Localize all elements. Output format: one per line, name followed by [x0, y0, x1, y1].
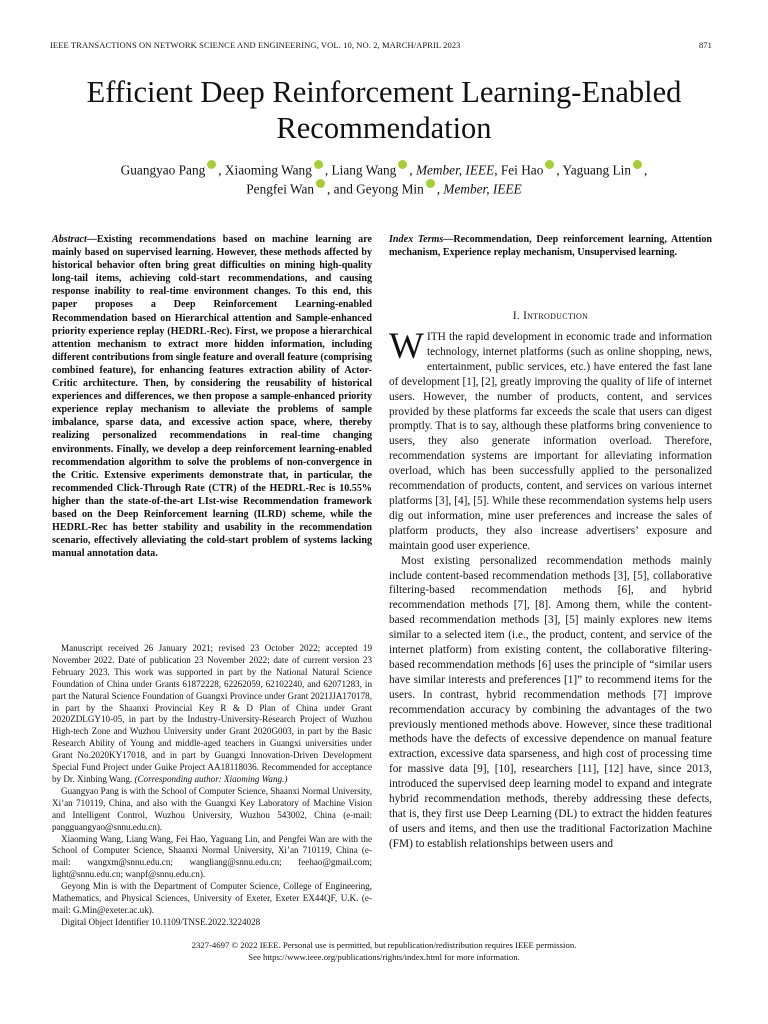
funding-text: Manuscript received 26 January 2021; revised 23 October 2022; accepted 19 November 2022. Date of publication 23 November 2022; date of current version 23 February 2023. This work was supported in part by the National Natural Science Foundation of China under Grants 61872228, 62262059, 62102240, and 62071283, in part the Natural Science Foundation of Guangxi Province under Grant 2021JJA170178, in part by the Shaanxi Provincial Key R & D Plan of China under Grant 2020ZDLGY10-05, in part by the Industry-University-Research Project of Wuzhou High-tech Zone and Wuzhou University under Grant 2020G003, in part by the Basic Research Ability of Young and middle-aged teachers in Guangxi universities under Grant No.2020KY17018, and in part by Guangxi Innovation-Driven Development Special Fund Project under Guike Project AA18118036. Recommended for acceptance by Dr. Xinbing Wang. — [52, 643, 372, 784]
orcid-icon[interactable] — [207, 160, 216, 169]
doi-note: Digital Object Identifier 10.1109/TNSE.2022.3224028 — [61, 916, 261, 927]
permissions-line: See https://www.ieee.org/publications/rights/index.html for more information. — [248, 951, 520, 962]
section-number: I. — [512, 310, 524, 322]
abstract-text: —Existing recommendations based on machine learning are mainly based on supervised learning. However, these methods affected by historical behavior often bring great difficulties on mining high-quality long-tail items, achieving cold-start recommendations, and causing response inability to real-time environment changes. To this end, this paper proposes a Deep Reinforcement Learning-enabled Recommendation based on Hierarchical attention and Sample-enhanced priority experience replay (HEDRL-Rec). First, we propose a hierarchical attention mechanism to extract more hidden information, including different contributions from single feature and overall feature (comprising combined feature), for enhancing features extraction ability of Actor-Critic architecture. Then, by considering the reusability of historical experiences and differences, we then propose a sample-enhanced priority experience replay mechanism to alleviate the problems of sample imbalance, sparse data, and excessive action space, where, thereby realizing personalized recommendations in real-time changing environments. Finally, we develop a deep reinforcement learning-enabled recommendation algorithm to solve the problems of non-convergence in the Critic. Extensive experiments demonstrate that, in particular, the recommended Click-Through Rate (CTR) of the HEDRL-Rec is 10.55% higher than the state-of-the-art LIst-wise Recommendation framework based on the Deep Reinforcement learning (ILRD) scheme, while the HEDRL-Rec has better stability and usability in the recommendation scenario, effectively alleviating the cold-start problem of systems lacking manual annotation data. — [52, 234, 372, 560]
paragraph-text: ITH the rapid development in economic trade and information technology, internet platforms (such as online shopping, news, entertainment, public services, etc.) have entered the fast lane of development [1], [2], greatly improving the quality of life of internet users. However, the number of products, content, and services provided by these platforms far exceeds the scale that users can digest promptly. That is to say, although these platforms bring convenience to users, they also generate information overload. Therefore, recommendation systems are important for alleviating information overload, which has been successfully applied to the personalized recommendation of products, content, and services on various internet platforms [3], [4], [5]. While these recommendation systems help users dig out information, mine user preferences and increase the sales of platform products, they also increase advertisers’ exposure and maintain good user experience. — [389, 331, 712, 552]
running-header — [50, 40, 712, 50]
abstract — [52, 233, 372, 560]
orcid-icon[interactable] — [316, 179, 325, 188]
orcid-icon[interactable] — [314, 160, 323, 169]
copyright-footer — [50, 940, 718, 963]
author-name: , and Geyong Min — [327, 181, 424, 197]
journal-header: IEEE TRANSACTIONS ON NETWORK SCIENCE AND ENGINEERING, VOL. 10, NO. 2, MARCH/APRIL 2023 — [50, 40, 461, 50]
orcid-icon[interactable] — [426, 179, 435, 188]
author-name: , Yaguang Lin — [556, 162, 631, 178]
footnotes — [52, 643, 372, 929]
author-membership: , Member, IEEE — [409, 162, 495, 178]
funding-note — [52, 643, 372, 786]
introduction-body — [389, 326, 712, 852]
author-membership: , Member, IEEE — [436, 181, 522, 197]
author-name: , Xiaoming Wang — [218, 162, 312, 178]
index-terms — [389, 233, 712, 259]
page-number: 871 — [698, 40, 712, 50]
author-name: Guangyao Pang — [120, 162, 206, 178]
corresponding-author: (Corresponding author: Xiaoming Wang.) — [132, 773, 288, 784]
author-name: , Liang Wang — [324, 162, 397, 178]
section-heading — [389, 310, 712, 322]
index-terms-text: —Recommendation, Deep reinforcement learning, Attention mechanism, Experience replay mechanism, Unsupervised learning. — [389, 234, 712, 259]
paragraph: Most existing personalized recommendation methods mainly include content-based recommendation methods [3], [5], collaborative filtering-based recommendation methods [6], and hybrid recommendation methods [7], [8]. Among them, while the content-based recommendation methods [3], [5] mainly explores new items similar to a selected item (i.e., the product, content, and service of the internet platform) from existing content, the collaborative filtering-based recommendation methods [6] uses the principle of “similar users have similar interests and preferences [1]” to recommend items for the users. In contrast, hybrid recommendation methods [7] improve recommendation accuracy by combining the advantages of the two previously mentioned methods above. However, since these traditional methods have the defects of excessive dependence on manual feature extraction, excessive data sparseness, and high cost of processing time for massive data [9], [10], researchers [11], [12] have, since 2013, introduced the supervised deep learning model to expand and integrate hybrid recommendation methods, thereby addressing these defects, that is, they first use Deep Learning (DL) to extract the hidden features of users and items, and then use the traditional Factorization Machine (FM) to establish relationships between users and — [389, 554, 712, 850]
affiliation-note: Guangyao Pang is with the School of Computer Science, Shaanxi Normal University, Xi’an 710119, China, and also with the Guangxi Key Laboratory of Machine Vision and Intelligent Control, Wuzhou University, Wuzhou 543002, China (e-mail: pangguangyao@snnu.edu.cn). — [52, 785, 372, 832]
author-separator: , — [643, 162, 648, 178]
orcid-icon[interactable] — [545, 160, 554, 169]
paper-title: Efficient Deep Reinforcement Learning-Enabled Recommendation — [86, 75, 682, 145]
drop-cap: W — [389, 326, 424, 367]
author-list — [50, 160, 718, 199]
affiliation-note: Geyong Min is with the Department of Computer Science, College of Engineering, Mathematics, and Physical Sciences, University of Exeter, Exeter EX44QF, U.K. (e-mail: G.Min@exeter.ac.uk). — [52, 881, 372, 915]
abstract-label: Abstract — [52, 234, 87, 245]
author-name: Pengfei Wan — [246, 181, 315, 197]
index-terms-label: Index Terms — [389, 234, 444, 245]
orcid-icon[interactable] — [633, 160, 642, 169]
copyright-line: 2327-4697 © 2022 IEEE. Personal use is permitted, but republication/redistribution requires IEEE permission. — [191, 940, 577, 950]
paragraph — [389, 326, 712, 554]
author-name: , Fei Hao — [494, 162, 544, 178]
section-title: Introduction — [523, 310, 589, 322]
orcid-icon[interactable] — [398, 160, 407, 169]
affiliation-note: Xiaoming Wang, Liang Wang, Fei Hao, Yaguang Lin, and Pengfei Wan are with the School of Computer Science, Shaanxi Normal University, Xi’an 710119, China (e-mail: wangxm@snnu.edu.cn; wangliang@snnu.edu.cn; feehao@gmail.com; light@snnu.edu.cn; wanpf@snnu.edu.cn). — [52, 833, 372, 880]
